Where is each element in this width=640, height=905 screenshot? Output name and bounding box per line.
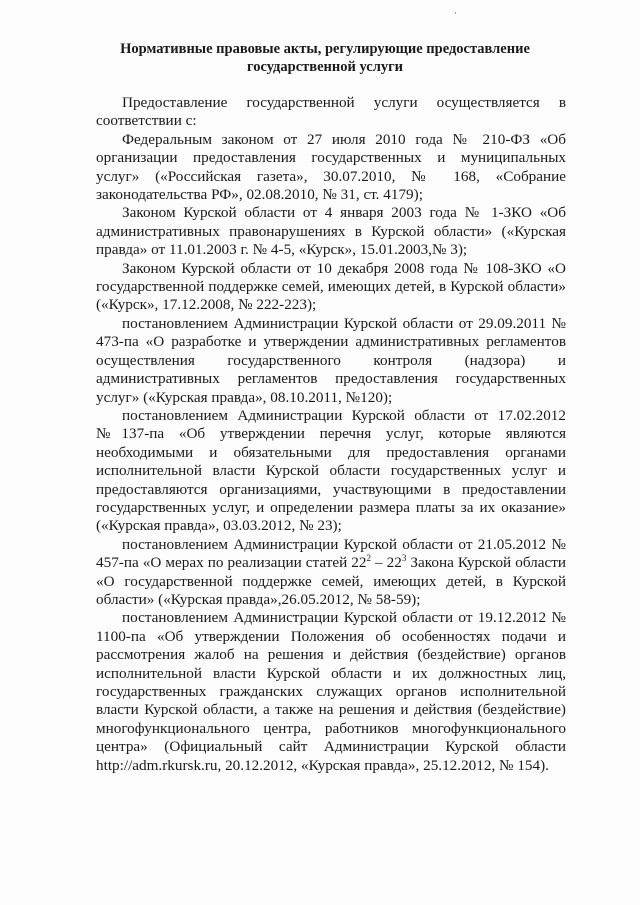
p6-superscript-1: 2 (366, 553, 371, 564)
paragraph-resolution-137: постановлением Администрации Курской области от 17.02.2012 №137-па «Об утверждении перечня услуг, которые являются необходимыми и обязательными для предоставления органами исполнительной власти Курской области государственных услуг и предоставляются организациями, участвующими в предоставлении государственных услуг, и определении размера платы за их оказание» («Курская правда», 03.03.2012, № 23); (96, 406, 566, 535)
scan-artifact (455, 12, 456, 14)
document-title (90, 40, 560, 76)
p6-text-1: постановлением Администрации Курской области от 21.05.2012 № 457-па «О мерах по реализации статей 22 (96, 535, 566, 572)
paragraph-law-1-zko: Законом Курской области от 4 января 2003 года № 1-ЗКО «Об административных правонарушениях в Курской области» («Курская правда» от 11.01.2003 г. № 4-5, «Курск», 15.01.2003,№ 3); (96, 204, 566, 259)
document-body (96, 94, 566, 775)
paragraph-resolution-473: постановлением Администрации Курской области от 29.09.2011 № 473-па «О разработке и утверждении административных регламентов осуществления государственного контроля (надзора) и административных регламентов предоставления государственных услуг» («Курская правда», 08.10.2011, №120); (96, 314, 566, 406)
paragraph-resolution-457 (96, 536, 566, 610)
paragraph-law-108-zko: Законом Курской области от 10 декабря 2008 года № 108-ЗКО «О государственной поддержке семей, имеющих детей, в Курской области» («Курск», 17.12.2008, № 222-223); (96, 259, 566, 314)
title-line-1: Нормативные правовые акты, регулирующие предоставление (120, 41, 530, 57)
paragraph-federal-law: Федеральным законом от 27 июля 2010 года № 210-ФЗ «Об организации предоставления государственных и муниципальных услуг» («Российская газета», 30.07.2010, № 168, «Собрание законодательства РФ», 02.08.2010, № 31, ст. 4179); (96, 130, 566, 204)
p6-text-3: Закона Курской области «О государственной поддержке семей, имеющих детей, в Курской области» («Курская правда»,26.05.2012, № 58-59); (96, 554, 566, 608)
p6-text-2: – 22 (370, 554, 402, 572)
paragraph-resolution-1100: постановлением Администрации Курской области от 19.12.2012 № 1100-па «Об утверждении Положения об особенностях подачи и рассмотрения жалоб на решения и действия (бездействие) органов исполнительной власти Курской области и их должностных лиц, государственных гражданских служащих органов исполнительной власти Курской области, а также на решения и действия (бездействие) многофункционального центра, работников многофункционального центра» (Официальный сайт Администрации Курской области http://adm.rkursk.ru, 20.12.2012, «Курская правда», 25.12.2012, № 154). (96, 609, 566, 774)
intro-paragraph: Предоставление государственной услуги осуществляется в соответствии с: (96, 94, 566, 130)
title-line-2: государственной услуги (246, 59, 404, 75)
p6-superscript-2: 3 (401, 553, 407, 564)
